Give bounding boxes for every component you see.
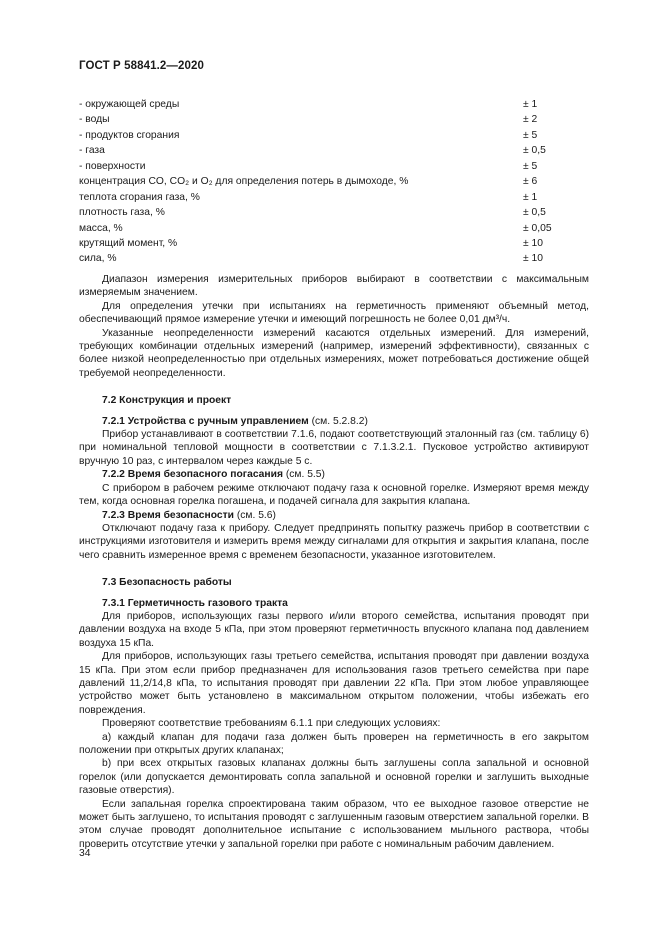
tolerance-label: - воды [79, 114, 110, 126]
paragraph-7-2-1: Прибор устанавливают в соответствии 7.1.6, подают соответствующий эталонный газ (см. таблицу 6) при номинальной тепловой мощности в соответствии с 7.1.3.2.1. Пусковое устройство активируют вручную 10 раз, с интервалом через каждые 5 с. [79, 429, 589, 467]
spacer [79, 590, 589, 597]
subsection-heading-7-2-3: 7.2.3 Время безопасности (см. 5.6) [102, 509, 276, 521]
tolerance-label: - газа [79, 145, 105, 157]
tolerance-value: ± 0,5 [523, 145, 546, 157]
paragraph-leak-method: Для определения утечки при испытаниях на герметичность применяют объемный метод, обеспечивающий прямое измерение утечки и имеющий погрешность не более 0,01 дм³/ч. [79, 300, 589, 326]
tolerance-list [79, 97, 589, 267]
tolerance-value: ± 5 [523, 129, 538, 141]
tolerance-value: ± 1 [523, 191, 538, 203]
tolerance-label: концентрация CO, CO₂ и O₂ для определения потерь в дымоходе, % [79, 176, 409, 188]
spacer [79, 408, 589, 415]
paragraph-7-3-1-c: Проверяют соответствие требованиям 6.1.1 при следующих условиях: [102, 718, 441, 730]
tolerance-label: масса, % [79, 222, 123, 234]
paragraph-measurement-range: Диапазон измерения измерительных приборов выбирают в соответствии с максимальным измеряемым значением. [79, 274, 589, 299]
spacer [79, 562, 589, 576]
tolerance-label: крутящий момент, % [79, 237, 178, 249]
tolerance-row [79, 190, 589, 205]
tolerance-value: ± 1 [523, 99, 538, 110]
document-header: ГОСТ Р 58841.2—2020 [79, 60, 204, 72]
tolerance-row [79, 174, 589, 189]
paragraph-7-3-1-d: а) каждый клапан для подачи газа должен быть проверен на герметичность в его закрытом положении при открытых других клапанах; [79, 731, 589, 756]
section-heading-7-2: 7.2 Конструкция и проект [102, 395, 232, 407]
paragraph-7-3-1-a: Для приборов, использующих газы первого и/или второго семейства, испытания проводят при давлении воздуха на входе 5 кПа, при этом проверяют герметичность впускного клапана под давлением воздуха 15 кПа. [79, 610, 589, 649]
tolerance-label: сила, % [79, 253, 117, 265]
tolerance-value: ± 6 [523, 176, 538, 188]
tolerance-row [79, 159, 589, 174]
paragraph-7-2-3: Отключают подачу газа к прибору. Следует предпринять попытку разжечь прибор в соответствии с инструкциями изготовителя и измерить время между сигналами для открытия и закрытия клапана, после чего сравнить измеренное время с временем безопасности, указанное изготовителем. [79, 522, 589, 561]
subsection-heading-7-2-2: 7.2.2 Время безопасного погасания (см. 5.5) [102, 469, 325, 481]
tolerance-label: плотность газа, % [79, 207, 165, 219]
paragraph-uncertainty: Указанные неопределенности измерений касаются отдельных измерений. Для измерений, требующих комбинации отдельных измерений (например, измерений эффективности), связанных с более низкой неопределенностью при отдельных измерениях, может потребоваться достижение общей требуемой неопределенности. [79, 327, 589, 379]
paragraph-7-3-1-f: Если запальная горелка спроектирована таким образом, что ее выходное газовое отверстие не может быть заглушено, то испытания проводят с заглушенным газовым отверстием запальной горелки. В этом случае проводят дополнительное испытание с использованием мыльного раствора, чтобы проверить отсутствие утечки у запальной горелки при работе с номинальным рабочим давлением. [79, 798, 589, 850]
subsection-heading-7-3-1: 7.3.1 Герметичность газового тракта [102, 597, 288, 609]
tolerance-row [79, 97, 589, 112]
tolerance-label: - поверхности [79, 160, 146, 172]
tolerance-row [79, 143, 589, 158]
tolerance-row [79, 251, 589, 266]
tolerance-value: ± 0,5 [523, 207, 546, 219]
tolerance-value: ± 10 [523, 237, 543, 249]
paragraph-7-3-1-b: Для приборов, использующих газы третьего семейства, испытания проводят при давлении воздуха 15 кПа. При этом если прибор предназначен для использования газов третьего семейства при паре давлений 11,2/14,8 кПа, то испытания проводят при давлении 22 кПа. При этом любое управляющее устройство может быть установлено в максимальном открытом положении, чтобы избежать его повреждения. [79, 651, 589, 716]
document-body [79, 273, 589, 851]
tolerance-row [79, 221, 589, 236]
tolerance-row [79, 205, 589, 220]
spacer [79, 380, 589, 394]
paragraph-7-3-1-e: b) при всех открытых газовых клапанах должны быть заглушены сопла запальной и основной горелок (или допускается демонтировать сопла запальной и основной горелки и заглушить выходные газовые отверстия). [79, 758, 589, 797]
tolerance-value: ± 2 [523, 114, 538, 126]
tolerance-label: - продуктов сгорания [79, 129, 180, 141]
tolerance-row [79, 236, 589, 251]
section-heading-7-3: 7.3 Безопасность работы [102, 577, 232, 589]
tolerance-label: теплота сгорания газа, % [79, 191, 200, 203]
tolerance-row [79, 128, 589, 143]
tolerance-row [79, 112, 589, 127]
tolerance-label: - окружающей среды [79, 99, 180, 110]
tolerance-value: ± 0,05 [523, 222, 552, 234]
tolerance-value: ± 5 [523, 160, 538, 172]
paragraph-7-2-2: С прибором в рабочем режиме отключают подачу газа к основной горелке. Измеряют время между тем, когда основная горелка погашена, и подачей сигнала для закрытия клапана. [79, 482, 589, 508]
page-number: 34 [79, 848, 91, 859]
tolerance-value: ± 10 [523, 253, 543, 265]
subsection-heading-7-2-1: 7.2.1 Устройства с ручным управлением (см. 5.2.8.2) [102, 415, 368, 427]
